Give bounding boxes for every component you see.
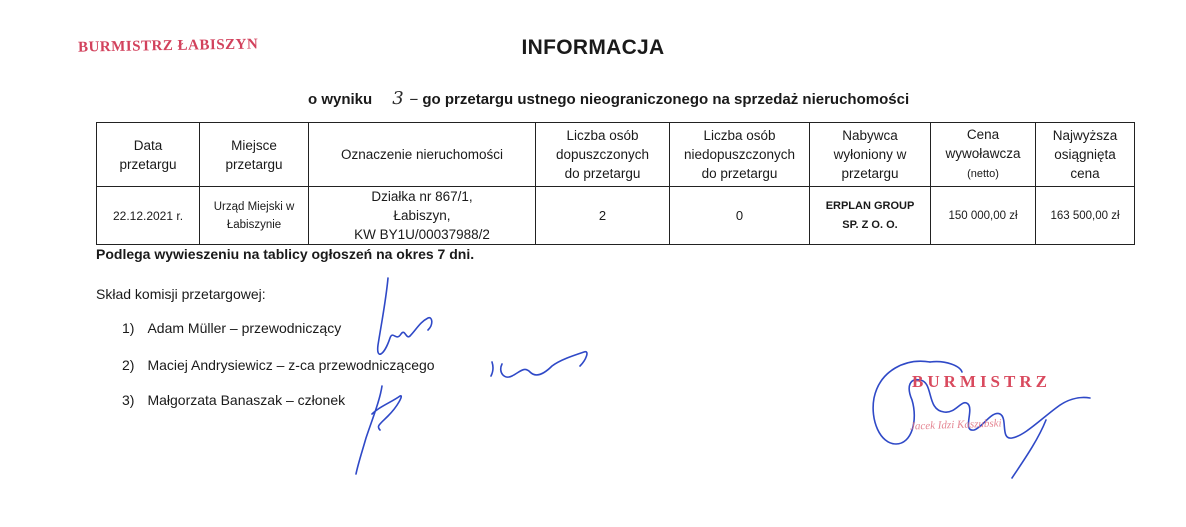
mayor-stamp-name: Jacek Idzi Kaszubski <box>909 417 1002 433</box>
committee-label: Skład komisji przetargowej: <box>96 286 266 302</box>
signature-chairman <box>378 278 432 354</box>
header-starting-price: Cena wywoławcza (netto) <box>931 123 1036 187</box>
member-text: Małgorzata Banaszak – członek <box>147 392 346 408</box>
header-not-admitted: Liczba osób niedopuszczonych do przetargu <box>670 123 810 187</box>
member-text: Adam Müller – przewodniczący <box>147 320 342 336</box>
header-admitted: Liczba osób dopuszczonych do przetargu <box>536 123 670 187</box>
cell-admitted: 2 <box>536 187 670 245</box>
cell-date: 22.12.2021 r. <box>97 187 200 245</box>
header-stamp: BURMISTRZ ŁABISZYN <box>77 36 259 56</box>
cell-buyer: ERPLAN GROUP SP. Z O. O. <box>810 187 931 245</box>
member-number: 3) <box>122 392 135 408</box>
subtitle-prefix: o wyniku <box>308 91 373 108</box>
header-highest-price: Najwyższa osiągnięta cena <box>1036 123 1135 187</box>
tender-number-handwritten: 3 – <box>392 88 419 109</box>
header-property: Oznaczenie nieruchomości <box>309 123 536 187</box>
mayor-stamp-title: BURMISTRZ <box>912 372 1051 391</box>
cell-place: Urząd Miejski w Łabiszynie <box>200 187 309 245</box>
signature-member <box>356 386 401 474</box>
document-title: INFORMACJA <box>521 36 665 59</box>
signature-deputy <box>491 352 587 377</box>
cell-property: Działka nr 867/1, Łabiszyn, KW BY1U/00037988/2 <box>309 187 536 245</box>
cell-not-admitted: 0 <box>670 187 810 245</box>
header-buyer: Nabywca wyłoniony w przetargu <box>810 123 931 187</box>
cell-highest-price: 163 500,00 zł <box>1036 187 1135 245</box>
cell-starting-price: 150 000,00 zł <box>931 187 1036 245</box>
member-number: 1) <box>122 320 135 336</box>
header-place: Miejsce przetargu <box>200 123 309 187</box>
posting-notice: Podlega wywieszeniu na tablicy ogłoszeń na okres 7 dni. <box>96 246 475 262</box>
subtitle-suffix: go przetargu ustnego nieograniczonego na sprzedaż nieruchomości <box>422 91 910 108</box>
member-text: Maciej Andrysiewicz – z-ca przewodniczącego <box>147 357 435 373</box>
header-date: Data przetargu <box>97 123 200 187</box>
member-number: 2) <box>122 357 135 373</box>
